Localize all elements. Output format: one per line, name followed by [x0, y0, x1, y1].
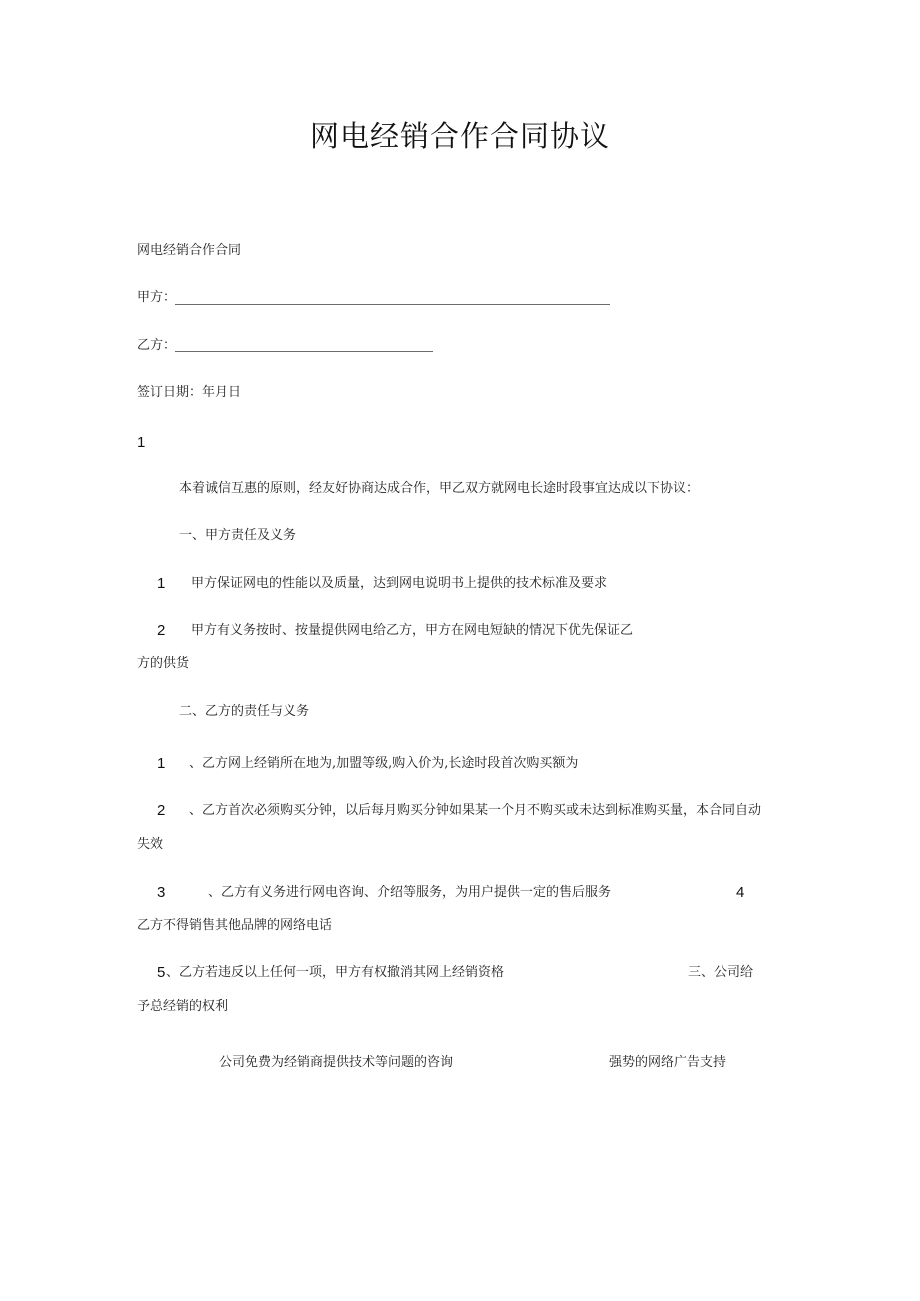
section2-heading: 二、乙方的责任与义务	[179, 704, 310, 719]
section2-item2-continuation: 失效	[137, 837, 164, 852]
section2-item2-number: 2	[157, 802, 166, 819]
party-b-blank-line	[175, 351, 433, 352]
contract-subtitle: 网电经销合作合同	[137, 243, 242, 258]
sign-date: 签订日期：年月日	[137, 385, 242, 400]
section2-item3-text: 、乙方有义务进行网电咨询、介绍等服务，为用户提供一定的售后服务	[208, 885, 612, 900]
section3-item-ad-support: 强势的网络广告支持	[609, 1055, 727, 1070]
section3-heading-end: 予总经销的权利	[137, 999, 229, 1014]
intro-paragraph: 本着诚信互惠的原则，经友好协商达成合作，甲乙双方就网电长途时段事宜达成以下协议：	[179, 481, 700, 496]
section2-item5-number: 5	[157, 964, 166, 981]
party-b-label: 乙方：	[137, 338, 177, 353]
section1-item2-number: 2	[157, 622, 166, 639]
section2-item5-text: 、乙方若违反以上任何一项，甲方有权撤消其网上经销资格	[166, 965, 505, 980]
section2-item2-text: 、乙方首次必须购买分钟，以后每月购买分钟如果某一个月不购买或未达到标准购买量，本合同自动	[189, 803, 762, 818]
section2-item1-number: 1	[157, 755, 166, 772]
section2-item3-number: 3	[157, 884, 166, 901]
section1-item2-continuation: 方的供货	[137, 656, 190, 671]
section1-item2-text: 甲方有义务按时、按量提供网电给乙方，甲方在网电短缺的情况下优先保证乙	[191, 623, 634, 638]
section3-item-tech-support: 公司免费为经销商提供技术等问题的咨询	[219, 1055, 454, 1070]
page-number: 1	[137, 434, 146, 451]
party-a-blank-line	[175, 304, 610, 305]
party-a-label: 甲方：	[137, 290, 177, 305]
section2-item4-text: 乙方不得销售其他品牌的网络电话	[137, 918, 333, 933]
section2-item4-number: 4	[736, 884, 745, 901]
section3-heading-start: 三、公司给	[688, 965, 754, 980]
section1-heading: 一、甲方责任及义务	[179, 528, 297, 543]
section2-item1-text: 、乙方网上经销所在地为,加盟等级,购入价为,长途时段首次购买额为	[189, 756, 579, 771]
section1-item1-text: 甲方保证网电的性能以及质量，达到网电说明书上提供的技术标准及要求	[191, 576, 608, 591]
document-title: 网电经销合作合同协议	[309, 119, 610, 153]
section1-item1-number: 1	[157, 575, 166, 592]
